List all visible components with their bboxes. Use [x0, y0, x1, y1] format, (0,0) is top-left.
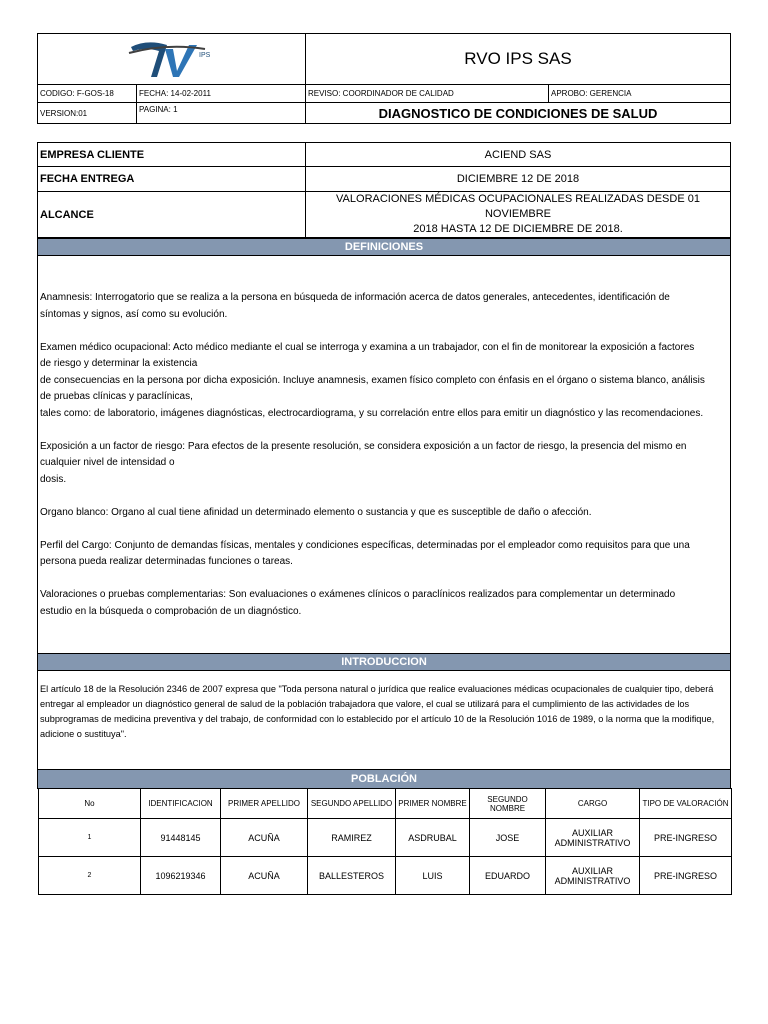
definicion-line: tales como: de laboratorio, imágenes diagnósticas, electrocardiograma, y su correlación entre ellos para emitir un diagnóstico y las recomendaciones.: [40, 407, 704, 419]
table-cell: PRE-INGRESO: [640, 857, 732, 895]
definicion-line: [40, 488, 728, 505]
fecha-field: FECHA: 14-02-2011: [137, 85, 306, 103]
column-header: CARGO: [546, 789, 640, 819]
definicion-line: estudio en la búsqueda o comprobación de un diagnóstico.: [40, 605, 302, 617]
svg-text:IPS: IPS: [198, 52, 210, 59]
table-cell: 91448145: [141, 819, 221, 857]
alcance-label: ALCANCE: [37, 192, 306, 238]
column-header: SEGUNDO NOMBRE: [470, 789, 546, 819]
reviso-field: REVISO: COORDINADOR DE CALIDAD: [306, 85, 549, 103]
definicion-line: [40, 521, 728, 538]
aprobo-field: APROBO: GERENCIA: [549, 85, 731, 103]
column-header: IDENTIFICACION: [141, 789, 221, 819]
fecha-entrega-value: DICIEMBRE 12 DE 2018: [306, 167, 731, 192]
definicion-line: de riesgo y determinar la existencia: [40, 358, 198, 369]
alcance-line-2: 2018 HASTA 12 DE DICIEMBRE DE 2018.: [413, 223, 623, 235]
definicion-line: [40, 422, 728, 439]
table-cell: ASDRUBAL: [396, 819, 470, 857]
introduccion-text: [40, 682, 728, 742]
definicion-line: síntomas y signos, así como su evolución.: [40, 308, 228, 320]
definicion-line: Examen médico ocupacional: Acto médico mediante el cual se interroga y examina a un trabajador, con el fin de monitorear la exposición a factores: [40, 341, 695, 353]
poblacion-table: [38, 788, 732, 895]
empresa-label: EMPRESA CLIENTE: [37, 142, 306, 167]
table-cell: RAMIREZ: [308, 819, 396, 857]
table-cell: AUXILIAR ADMINISTRATIVO: [546, 857, 640, 895]
definicion-line: Anamnesis: Interrogatorio que se realiza a la persona en búsqueda de información acerca de datos generales, antecedentes, identificación de: [40, 292, 670, 303]
table-cell: LUIS: [396, 857, 470, 895]
alcance-value: [306, 192, 731, 238]
fecha-entrega-label: FECHA ENTREGA: [37, 167, 306, 192]
column-header: No: [39, 789, 141, 819]
column-header: PRIMER NOMBRE: [396, 789, 470, 819]
introduccion-header: INTRODUCCION: [37, 653, 731, 671]
definicion-line: persona pueda realizar determinadas funciones o tareas.: [40, 556, 293, 567]
definicion-line: [40, 323, 728, 340]
introduccion-line: subprogramas de medicina preventiva y del trabajo, de conformidad con lo establecido por el artículo 10 de la Resolución 1016 de 1989, o la norma que la modifique,: [40, 714, 715, 724]
poblacion-header: POBLACIÓN: [37, 769, 731, 789]
alcance-line-1: VALORACIONES MÉDICAS OCUPACIONALES REALIZADAS DESDE 01 NOVIEMBRE: [336, 193, 700, 220]
document-title: DIAGNOSTICO DE CONDICIONES DE SALUD: [306, 103, 731, 124]
table-cell: 2: [39, 857, 141, 895]
table-cell: ACUÑA: [221, 819, 308, 857]
pagina-field: PAGINA: 1: [137, 103, 306, 124]
column-header: TIPO DE VALORACIÓN: [640, 789, 732, 819]
table-cell: JOSE: [470, 819, 546, 857]
table-cell: 1: [39, 819, 141, 857]
introduccion-line: adicione o sustituya".: [40, 729, 127, 739]
table-row: [39, 819, 732, 857]
definicion-line: de consecuencias en la persona por dicha exposición. Incluye anamnesis, examen físico completo con énfasis en el órgano o sistema blanco, análisis: [40, 374, 705, 386]
definicion-line: [40, 571, 728, 588]
definicion-line: cualquier nivel de intensidad o: [40, 457, 175, 468]
company-logo: [127, 37, 217, 81]
poblacion-header-row: [39, 789, 732, 819]
version-field: VERSION:01: [37, 103, 137, 124]
table-cell: PRE-INGRESO: [640, 819, 732, 857]
introduccion-line: El artículo 18 de la Resolución 2346 de 2007 expresa que "Toda persona natural o jurídica que realice evaluaciones médicas ocupacionales de cualquier tipo, deberá: [40, 684, 714, 694]
table-cell: AUXILIAR ADMINISTRATIVO: [546, 819, 640, 857]
definicion-line: Valoraciones o pruebas complementarias: Son evaluaciones o exámenes clínicos o paraclínicos realizados para complementar un determinado: [40, 589, 676, 600]
definiciones-text: [40, 290, 728, 620]
codigo-field: CODIGO: F-GOS-18: [37, 85, 137, 103]
definicion-line: Perfil del Cargo: Conjunto de demandas físicas, mentales y condiciones específicas, determinadas por el empleador como requisitos para que una: [40, 539, 690, 551]
table-cell: 1096219346: [141, 857, 221, 895]
table-row: [39, 857, 732, 895]
introduccion-line: entregar al empleador un diagnóstico general de salud de la población trabajadora que valore, el cual se utilizará para el cumplimiento de las actividades de los: [40, 699, 690, 709]
table-cell: EDUARDO: [470, 857, 546, 895]
definicion-line: de pruebas clínicas y paraclínicas,: [40, 391, 193, 402]
logo-cell: [37, 33, 306, 85]
column-header: SEGUNDO APELLIDO: [308, 789, 396, 819]
definicion-line: Organo blanco: Organo al cual tiene afinidad un determinado elemento o sustancia y que es susceptible de daño o afección.: [40, 506, 592, 518]
empresa-value: ACIEND SAS: [306, 142, 731, 167]
company-name: RVO IPS SAS: [306, 33, 731, 85]
column-header: PRIMER APELLIDO: [221, 789, 308, 819]
definicion-line: dosis.: [40, 473, 67, 485]
table-cell: ACUÑA: [221, 857, 308, 895]
table-cell: BALLESTEROS: [308, 857, 396, 895]
definicion-line: Exposición a un factor de riesgo: Para efectos de la presente resolución, se considera exposición a un factor de riesgo, la presencia del mismo en: [40, 440, 687, 452]
definiciones-header: DEFINICIONES: [37, 238, 731, 256]
